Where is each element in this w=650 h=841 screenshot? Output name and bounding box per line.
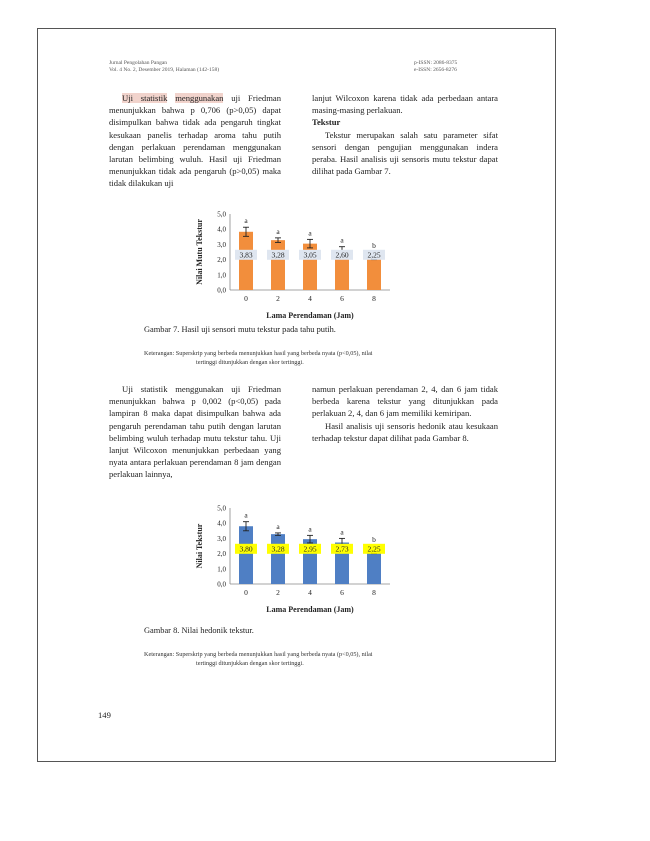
figure7-caption: Gambar 7. Hasil uji sensori mutu tekstur pada tahu putih. [144,325,336,334]
paragraph: Uji statistik menggunakan uji Friedman menunjukkan bahwa p 0,002 (p<0,05) pada lampiran 8 maka dapat disimpulkan bahwa ada pengaruh perendaman tahu putih dengan larutan belimbing wuluh terhadap mutu tekstur tahu. Uji lanjut Wilcoxon menunjukkan perbedaan yang nyata antara perlakuan perendaman 8 jam dengan perlakuan lainnya, [109,384,281,480]
fig8-x-tick-label: 8 [372,588,376,597]
fig7-data-label: 3,05 [303,250,317,260]
fig8-bar [271,534,285,584]
e-issn: e-ISSN: 2656-8276 [414,67,457,73]
fig7-y-tick-label: 1,0 [217,271,226,280]
fig7-superscript: a [340,235,344,245]
fig7-bar [239,232,253,290]
issn-header [414,60,457,74]
fig7-superscript: b [372,241,376,250]
fig8-superscript: b [372,535,376,544]
fig7-y-tick-label: 2,0 [217,256,226,265]
section2-left-column [109,383,281,481]
figure8-chart [190,500,414,625]
fig8-y-tick-label: 3,0 [217,534,226,543]
paragraph: lanjut Wilcoxon karena tidak ada perbedaan antara masing-masing perlakuan. [312,93,498,116]
section2-right-column [312,383,498,444]
fig7-bar [367,256,381,290]
fig7-x-tick-label: 4 [308,294,312,303]
fig8-x-tick-label: 0 [244,588,248,597]
fig8-y-tick-label: 0,0 [217,580,226,589]
fig8-superscript: a [308,524,312,534]
fig7-superscript: a [276,226,280,236]
fig7-x-tick-label: 0 [244,294,248,303]
fig8-y-tick-label: 4,0 [217,519,226,528]
fig7-x-tick-label: 8 [372,294,376,303]
figure8-note: Keterangan: Superskrip yang berbeda menunjukkan hasil yang berbeda nyata (p<0,05), nilai tertinggi ditunjukkan dengan skor tertinggi. [144,651,373,667]
fig7-y-axis-label: Nilai Mutu Tekstur [195,219,204,285]
fig7-y-tick-label: 3,0 [217,240,226,249]
fig7-superscript: a [308,228,312,238]
journal-volume: Vol. 4 No. 2, Desember 2019, Halaman (142-158) [109,67,220,73]
fig7-data-label: 2,60 [335,250,349,260]
fig8-y-tick-label: 5,0 [217,504,226,513]
fig7-y-tick-label: 5,0 [217,210,226,219]
paragraph: namun perlakuan perendaman 2, 4, dan 6 jam tidak berbeda karena tekstur yang ditunjukkan pada perlakuan 2, 4, dan 6 jam memiliki kemiripan. [312,384,498,419]
fig8-data-label: 3,28 [271,544,285,554]
page-number: 149 [98,710,111,720]
fig8-x-tick-label: 2 [276,588,280,597]
highlight: menggunakan [175,93,224,103]
journal-header [109,60,219,74]
fig8-data-label: 2,95 [303,544,317,554]
section1-right-column [312,92,498,177]
journal-name: Jurnal Pengolahan Pangan [109,60,168,66]
fig7-y-tick-label: 0,0 [217,286,226,295]
fig7-x-axis-label: Lama Perendaman (Jam) [266,311,354,320]
fig7-x-tick-label: 6 [340,294,344,303]
fig7-bar [271,240,285,290]
fig8-bar [239,526,253,584]
fig7-data-label: 3,28 [271,250,285,260]
fig8-data-label: 2,73 [335,544,349,554]
fig8-y-axis-label: Nilai Tekstur [195,523,204,569]
fig8-x-tick-label: 6 [340,588,344,597]
fig8-y-tick-label: 1,0 [217,565,226,574]
fig8-superscript: a [276,521,280,531]
paragraph: Uji statistik menggunakan uji Friedman menunjukkan bahwa p 0,706 (p>0,05) dapat disimpulkan bahwa tidak ada pengaruh tingkat kesukaan panelis terhadap aroma tahu putih dengan perlakuan perendaman menggunakan larutan belimbing wuluh. Hasil uji Friedman menunjukkan tidak ada pengaruh (p>0,05) maka tidak dilakukan uji [109,93,281,189]
figure7-chart [190,206,414,326]
figure8-caption: Gambar 8. Nilai hedonik tekstur. [144,626,254,635]
highlight: Uji statistik [122,93,168,103]
fig8-x-axis-label: Lama Perendaman (Jam) [266,605,354,614]
section1-left-column [109,92,281,190]
fig7-data-label: 3,83 [239,250,253,260]
fig8-x-tick-label: 4 [308,588,312,597]
fig8-data-label: 3,80 [239,544,253,554]
figure7-note: Keterangan: Superskrip yang berbeda menunjukkan hasil yang berbeda nyata (p<0,05), nilai tertinggi ditunjukkan dengan skor tertinggi. [144,350,373,366]
fig8-bar [367,550,381,584]
fig8-y-tick-label: 2,0 [217,550,226,559]
fig7-data-label: 2,25 [367,250,381,260]
fig7-superscript: a [244,216,248,226]
fig8-superscript: a [244,510,248,520]
fig8-data-label: 2,25 [367,544,381,554]
fig7-y-tick-label: 4,0 [217,225,226,234]
p-issn: p-ISSN: 2086-8375 [414,60,458,66]
fig8-superscript: a [340,527,344,537]
paragraph: Hasil analisis uji sensoris hedonik atau kesukaan terhadap tekstur dapat dilihat pada Gambar 8. [312,420,498,443]
section-heading-tekstur: Tekstur [312,117,341,128]
paragraph: Tekstur merupakan salah satu parameter sifat sensori dengan pengujian menggunakan indera peraba. Hasil analisis uji sensoris mutu tekstur dapat dilihat pada Gambar 7. [312,129,498,177]
fig7-x-tick-label: 2 [276,294,280,303]
